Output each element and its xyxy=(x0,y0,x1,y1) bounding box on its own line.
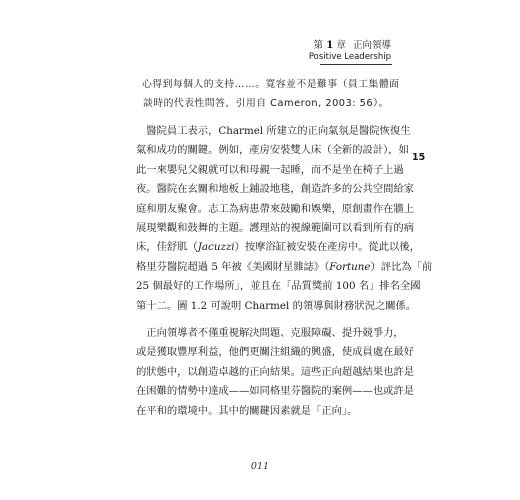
body-line: 正向領導者不僅重視解決問題、克服障礙、提升競爭力， xyxy=(136,327,404,340)
chapter-number: 1 xyxy=(326,39,334,51)
body-line: 夜。醫院在玄關和地板上鋪設地毯，創造許多的公共空間給家 xyxy=(136,183,415,196)
body-line: 醫院員工表示，Charmel 所建立的正向氣氛是醫院恢復生 xyxy=(136,125,411,137)
header-rule xyxy=(320,64,392,65)
margin-page-number: 15 xyxy=(412,152,426,163)
page-number: 011 xyxy=(250,461,270,472)
body-line: 展現樂觀和鼓舞的主題。護理站的視線範圍可以看到所有的病 xyxy=(136,222,415,235)
body-line: 25 個最好的工作場所」，並且在「品質獎前 100 名」排名全國 xyxy=(136,280,421,293)
quote-block xyxy=(142,75,400,113)
body-line: 庭和朋友聚會。志工為病患帶來鼓勵和娛樂，原創畫作在牆上 xyxy=(136,202,415,215)
body-line: 第十二。圖 1.2 可說明 Charmel 的領導與財務狀況之關係。 xyxy=(136,299,417,312)
chapter-heading xyxy=(309,40,391,51)
body-line: 在困難的情勢中達成——如同格里芬醫院的案例——也或許是 xyxy=(136,385,415,398)
body-line: 在平和的環境中。其中的關鍵因素就是「正向」。 xyxy=(136,404,358,417)
body-line: 或是獲取豐厚利益，他們更關注組織的興盛，使成員處在最好 xyxy=(136,346,415,359)
body-line: 床，佳舒肌（Jacuzzi）按摩浴缸被安裝在產房中。從此以後， xyxy=(136,241,420,254)
chapter-suffix: 章 xyxy=(336,40,346,51)
chapter-title: 正向領導 xyxy=(352,40,391,51)
running-header xyxy=(309,40,391,61)
quote-line: 心得到每個人的支持……。寬容並不是難事（員工集體面 xyxy=(142,79,400,90)
body-line: 氣和成功的關鍵。例如，產房安裝雙人床（全新的設計），如 xyxy=(136,144,409,157)
paragraph-gap xyxy=(136,316,400,324)
body-line: 的狀態中，以創造卓越的正向結果。這些正向超越結果也許是 xyxy=(136,365,415,378)
chapter-prefix: 第 xyxy=(313,40,324,51)
body-line: 格里芬醫院超過 5 年被《美國財星雜誌》（Fortune）評比為「前 xyxy=(136,260,433,273)
body-line: 此一來嬰兒父親就可以和母親一起睡，而不是坐在椅子上過 xyxy=(136,163,404,176)
quote-line: 談時的代表性問答，引用自 Cameron, 2003: 56）。 xyxy=(143,98,389,109)
chapter-title-en: Positive Leadership xyxy=(308,51,391,62)
